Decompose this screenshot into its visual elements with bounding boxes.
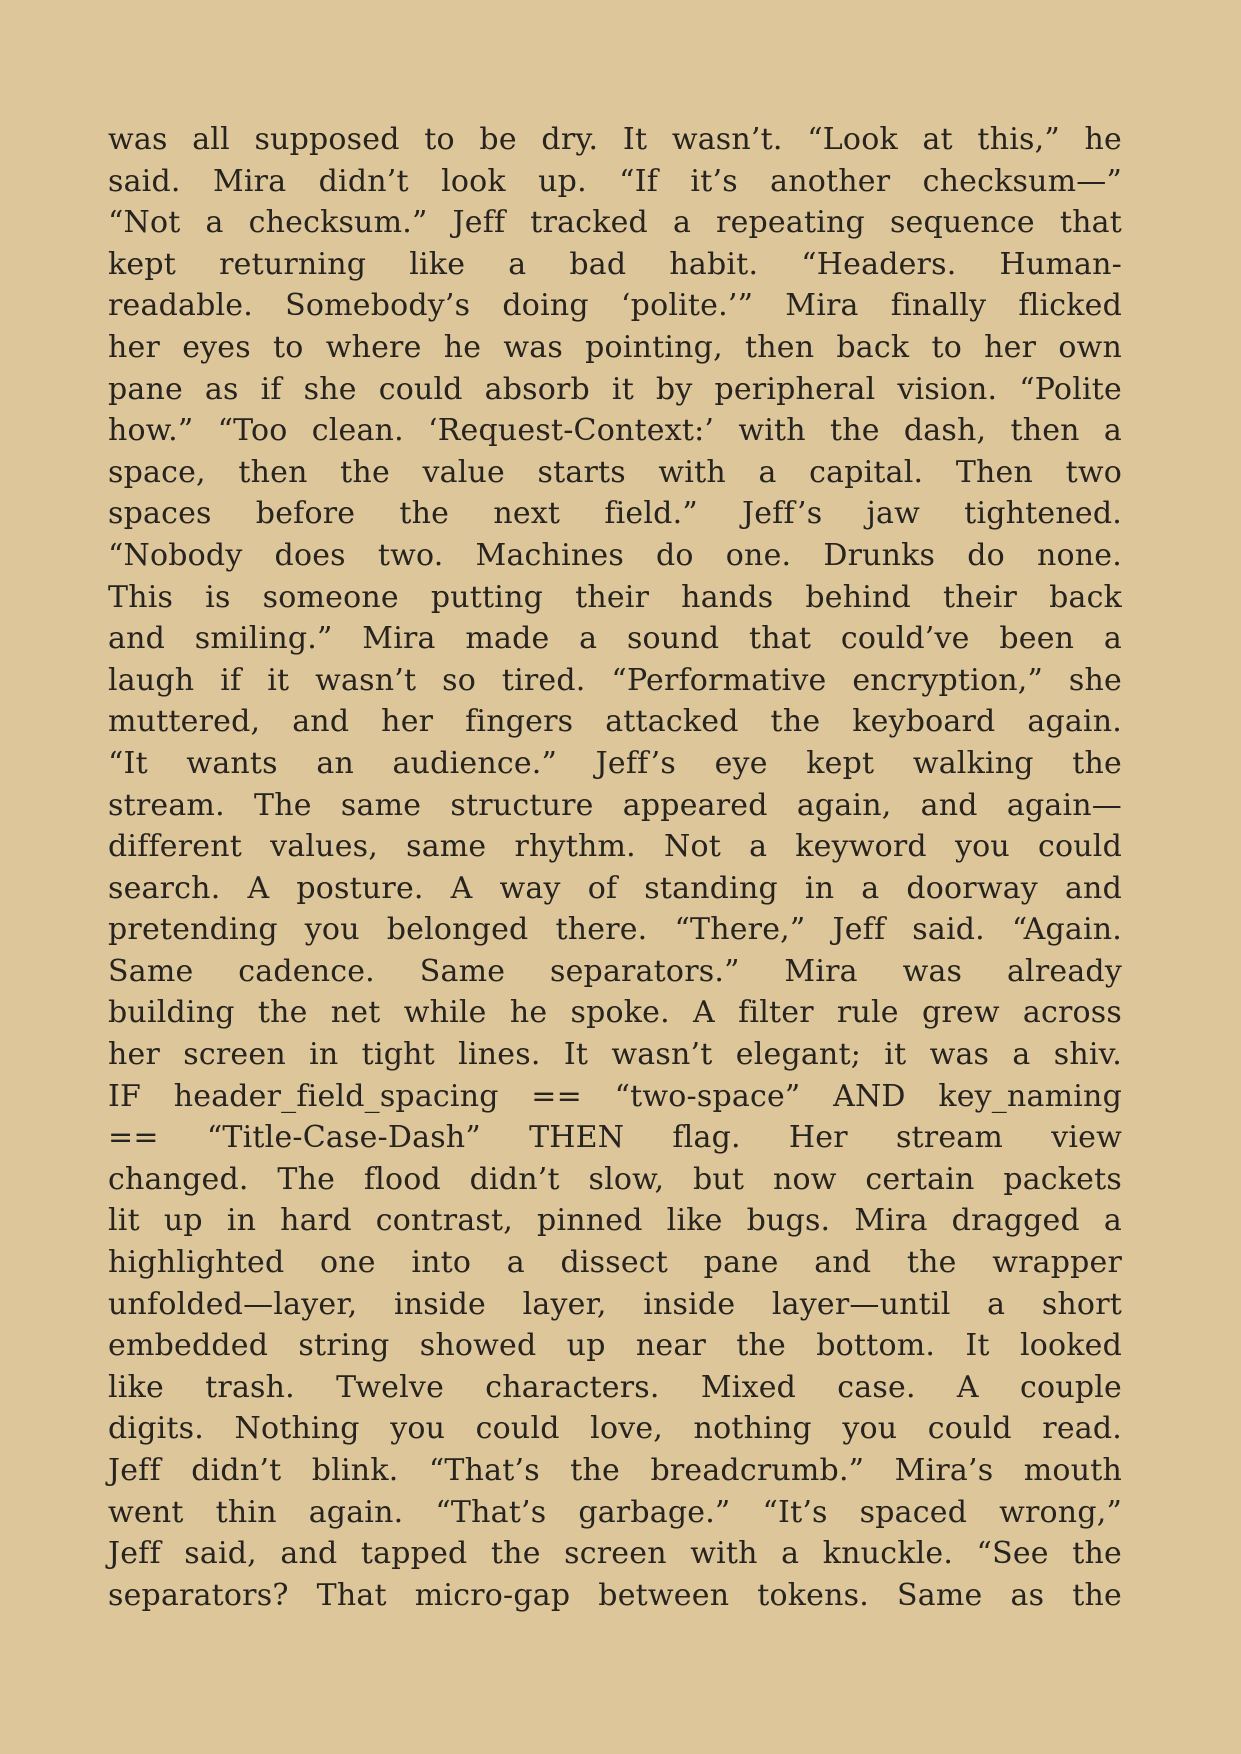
text-line: and smiling.” Mira made a sound that could’ve been a <box>108 621 1122 657</box>
text-line: This is someone putting their hands behind their back <box>108 579 1122 615</box>
text-line: pretending you belonged there. “There,” Jeff said. “Again. <box>108 912 1122 948</box>
text-line: “Not a checksum.” Jeff tracked a repeating sequence that <box>108 205 1122 241</box>
text-line: stream. The same structure appeared again, and again— <box>108 787 1122 823</box>
text-line: like trash. Twelve characters. Mixed case. A couple <box>108 1369 1122 1405</box>
text-line: how.” “Too clean. ‘Request-Context:’ with the dash, then a <box>108 413 1122 449</box>
text-line: building the net while he spoke. A filter rule grew across <box>108 995 1122 1031</box>
text-line: her screen in tight lines. It wasn’t elegant; it was a shiv. <box>108 1037 1122 1073</box>
text-line: went thin again. “That’s garbage.” “It’s spaced wrong,” <box>108 1494 1122 1530</box>
text-line: changed. The flood didn’t slow, but now certain packets <box>108 1161 1122 1197</box>
text-line: said. Mira didn’t look up. “If it’s another checksum—” <box>108 163 1122 199</box>
text-line: “It wants an audience.” Jeff’s eye kept walking the <box>108 745 1122 781</box>
text-line: laugh if it wasn’t so tired. “Performative encryption,” she <box>108 662 1122 698</box>
text-line: “Nobody does two. Machines do one. Drunks do none. <box>108 537 1122 573</box>
text-line: embedded string showed up near the bottom. It looked <box>108 1328 1122 1364</box>
text-line: spaces before the next field.” Jeff’s jaw tightened. <box>108 496 1122 532</box>
text-line: == “Title-Case-Dash” THEN flag. Her stream view <box>108 1120 1122 1156</box>
text-line: Same cadence. Same separators.” Mira was already <box>108 953 1122 989</box>
text-line: separators? That micro-gap between tokens. Same as the <box>108 1577 1122 1613</box>
text-line: Jeff didn’t blink. “That’s the breadcrumb.” Mira’s mouth <box>108 1453 1122 1488</box>
text-line: readable. Somebody’s doing ‘polite.’” Mira finally flicked <box>108 288 1122 324</box>
text-line: highlighted one into a dissect pane and the wrapper <box>108 1245 1122 1281</box>
text-line: lit up in hard contrast, pinned like bugs. Mira dragged a <box>108 1203 1122 1239</box>
page-text-block <box>108 119 1122 1616</box>
text-line: kept returning like a bad habit. “Headers. Human- <box>108 246 1122 282</box>
text-line: pane as if she could absorb it by peripheral vision. “Polite <box>108 371 1122 407</box>
text-line: Jeff said, and tapped the screen with a knuckle. “See the <box>108 1536 1122 1572</box>
text-line: digits. Nothing you could love, nothing you could read. <box>108 1411 1122 1447</box>
text-line: muttered, and her fingers attacked the keyboard again. <box>108 704 1122 740</box>
text-line: different values, same rhythm. Not a keyword you could <box>108 829 1122 865</box>
text-line: unfolded—layer, inside layer, inside layer—until a short <box>108 1286 1122 1322</box>
text-line: was all supposed to be dry. It wasn’t. “Look at this,” he <box>108 122 1122 157</box>
text-line: IF header_field_spacing == “two-space” AND key_naming <box>108 1078 1122 1114</box>
text-line: search. A posture. A way of standing in a doorway and <box>108 870 1122 906</box>
text-line: space, then the value starts with a capital. Then two <box>108 454 1122 490</box>
text-line: her eyes to where he was pointing, then back to her own <box>108 329 1122 365</box>
